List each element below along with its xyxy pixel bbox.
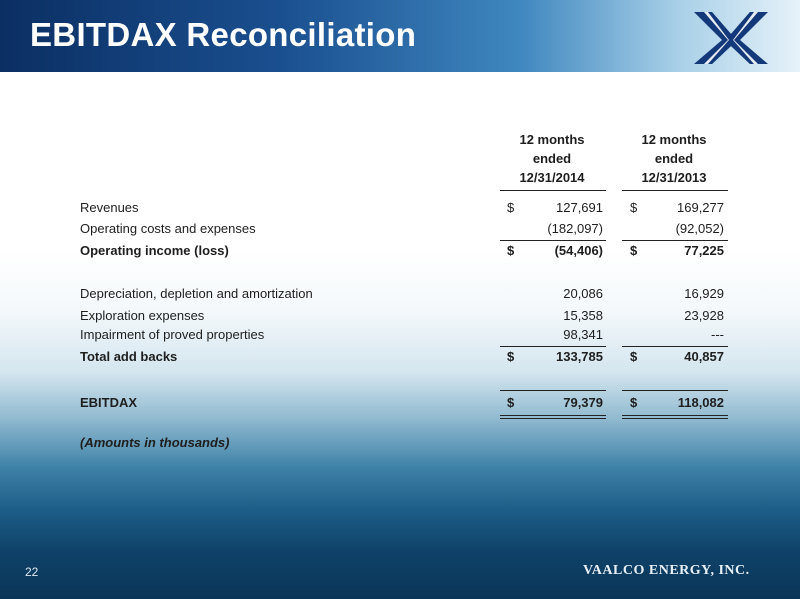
company-logo-icon bbox=[690, 6, 772, 66]
value-2013: 118,082 bbox=[677, 395, 724, 410]
value-2014: (182,097) bbox=[547, 221, 603, 236]
value-2013: --- bbox=[711, 327, 724, 342]
column-header-line: 12 months bbox=[641, 132, 707, 147]
row-label: Total add backs bbox=[80, 349, 178, 364]
currency-symbol: $ bbox=[630, 395, 638, 410]
table-row bbox=[80, 284, 730, 304]
row-label: EBITDAX bbox=[80, 395, 138, 410]
table-row bbox=[80, 241, 730, 261]
value-2014: 15,358 bbox=[563, 308, 603, 323]
total-rule bbox=[500, 390, 606, 391]
row-label: Revenues bbox=[80, 200, 139, 215]
company-name: VAALCO ENERGY, INC. bbox=[583, 563, 750, 578]
row-label: Depreciation, depletion and amortization bbox=[80, 286, 313, 301]
column-header-line: ended bbox=[654, 151, 694, 166]
column-header-line: 12 months bbox=[519, 132, 585, 147]
value-2014: 98,341 bbox=[563, 327, 603, 342]
value-2014: 127,691 bbox=[556, 200, 603, 215]
table-row bbox=[80, 198, 730, 218]
column-header-2013 bbox=[622, 130, 726, 187]
value-2014: 79,379 bbox=[563, 395, 603, 410]
column-header-line: 12/31/2013 bbox=[641, 170, 707, 185]
row-label: Operating income (loss) bbox=[80, 243, 229, 258]
value-2014: 20,086 bbox=[563, 286, 603, 301]
currency-symbol: $ bbox=[507, 349, 515, 364]
value-2013: 16,929 bbox=[684, 286, 724, 301]
table-note bbox=[80, 433, 730, 453]
table-row bbox=[80, 393, 730, 413]
currency-symbol: $ bbox=[630, 349, 638, 364]
header-bar bbox=[0, 0, 800, 72]
table-row bbox=[80, 325, 730, 345]
table-row bbox=[80, 306, 730, 326]
value-2014: (54,406) bbox=[554, 243, 603, 258]
currency-symbol: $ bbox=[507, 395, 515, 410]
double-underline bbox=[500, 418, 606, 419]
row-label: Operating costs and expenses bbox=[80, 221, 256, 236]
double-underline bbox=[622, 415, 728, 416]
slide-title: EBITDAX Reconciliation bbox=[30, 16, 417, 53]
column-header-line: ended bbox=[532, 151, 572, 166]
page-number: 22 bbox=[25, 565, 39, 579]
currency-symbol: $ bbox=[507, 200, 515, 215]
table-row bbox=[80, 347, 730, 367]
double-underline bbox=[622, 418, 728, 419]
value-2013: 23,928 bbox=[684, 308, 724, 323]
currency-symbol: $ bbox=[630, 243, 638, 258]
value-2013: (92,052) bbox=[675, 221, 724, 236]
value-2013: 169,277 bbox=[677, 200, 724, 215]
column-header-2014 bbox=[500, 130, 604, 187]
row-label: Impairment of proved properties bbox=[80, 327, 265, 342]
header-underline bbox=[622, 190, 728, 191]
value-2013: 40,857 bbox=[684, 349, 724, 364]
total-rule bbox=[622, 390, 728, 391]
column-header-line: 12/31/2014 bbox=[519, 170, 585, 185]
currency-symbol: $ bbox=[630, 200, 638, 215]
table-row bbox=[80, 219, 730, 239]
header-underline bbox=[500, 190, 606, 191]
amounts-note: (Amounts in thousands) bbox=[80, 435, 230, 450]
value-2013: 77,225 bbox=[684, 243, 724, 258]
row-label: Exploration expenses bbox=[80, 308, 205, 323]
currency-symbol: $ bbox=[507, 243, 515, 258]
double-underline bbox=[500, 415, 606, 416]
value-2014: 133,785 bbox=[556, 349, 603, 364]
